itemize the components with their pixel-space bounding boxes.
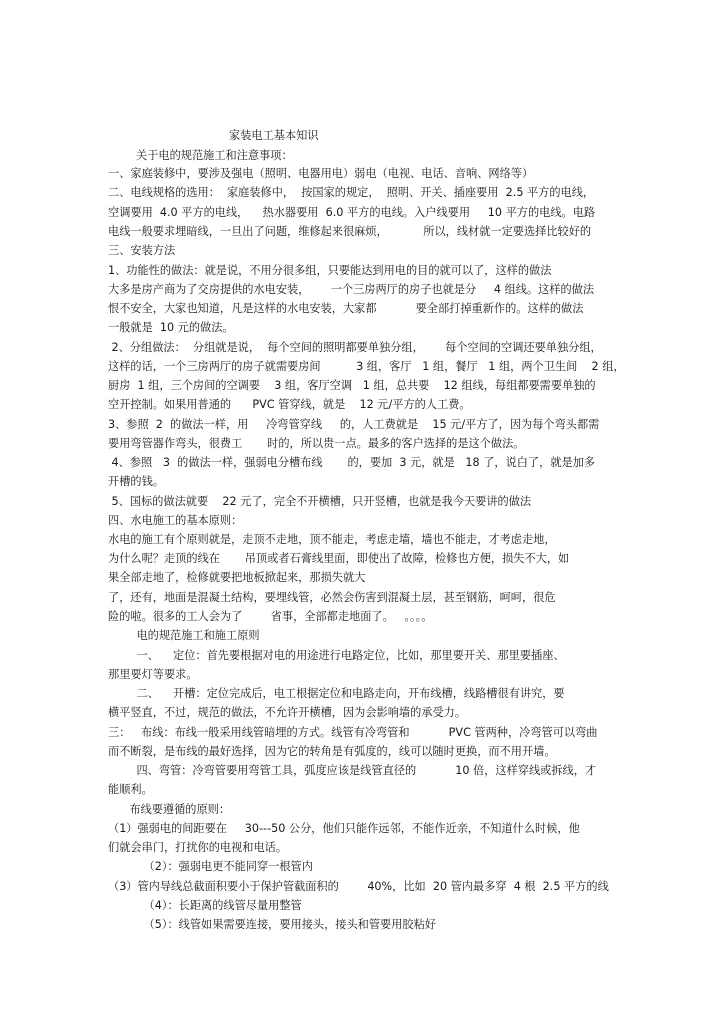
text-line: 2、分组做法： 分组就是说， 每个空间的照明都要单独分组， 每个空间的空调还要单独分组，: [108, 341, 602, 354]
text-line: 空开控制。如果用普通的 PVC 管穿线，就是 12 元/平方的人工费。: [108, 398, 471, 411]
text-line: 电的规范施工和施工原则: [108, 629, 260, 642]
text-line: 险的啦。很多的工人会为了 省事，全部都走地面了。 。。。。: [108, 610, 433, 623]
text-line: （5）：线管如果需要连接，要用接头，接头和管要用胶粘好: [108, 918, 436, 931]
text-line: 布线要遵循的原则：: [108, 803, 231, 816]
text-line: （2）：强弱电更不能同穿一根管内: [108, 860, 313, 873]
text-line: 3、参照 2 的做法一样，用 冷弯管穿线 的，人工费就是 15 元/平方了，因为每个弯头都需: [108, 418, 600, 431]
text-line: （4）：长距离的线管尽量用整管: [108, 899, 302, 912]
text-line: 厨房 1 组，三个房间的空调要 3 组，客厅空调 1 组，总共要 12 组线，每组都要需要单独的: [108, 379, 596, 392]
text-line: 要用弯管器作弯头，很费工 时的，所以贵一点。最多的客户选择的是这个做法。: [108, 437, 525, 450]
text-line: 一、 定位：首先要根据对电的用途进行电路定位，比如，那里要开关、那里要插座、: [108, 649, 565, 662]
text-line: 开槽的钱。: [108, 475, 164, 488]
text-line: 4、参照 3 的做法一样，强弱电分槽布线 的，要加 3 元，就是 18 了，说白了，就是加多: [108, 456, 596, 469]
text-line: 空调要用 4.0 平方的电线， 热水器要用 6.0 平方的电线。入户线要用 10 平方的电线。电路: [108, 206, 596, 219]
document-title: 家装电工基本知识: [229, 129, 319, 142]
text-line: 四、弯管：冷弯管要用弯管工具，弧度应该是线管直径的 10 倍，这样穿线或拆线，才: [108, 764, 597, 777]
text-line: 为什么呢？走顶的线在 吊顶或者石膏线里面，即使出了故障，检修也方便，损失不大，如: [108, 552, 570, 565]
text-line: 三、安装方法: [108, 244, 176, 257]
text-line: 大多是房产商为了交房提供的水电安装， 一个三房两厅的房子也就是分 4 组线。这样的做法: [108, 283, 595, 296]
text-line: 能顺利。: [108, 783, 153, 796]
text-line: 一般就是 10 元的做法。: [108, 321, 234, 334]
text-line: 横平竖直，不过，规范的做法，不允许开横槽，因为会影响墙的承受力。: [108, 706, 467, 719]
text-line: 四、水电施工的基本原则：: [108, 514, 243, 527]
text-line: （3）管内导线总截面积要小于保护管截面积的 40%，比如 20 管内最多穿 4 根 2.5 平方的线: [108, 880, 609, 893]
text-line: 果全部走地了，检修就要把地板掀起来，那损失就大: [108, 571, 366, 584]
text-line: 二、 开槽：定位完成后，电工根据定位和电路走向，开布线槽，线路槽很有讲究，要: [108, 687, 565, 700]
text-line: 三： 布线：布线一般采用线管暗埋的方式。线管有冷弯管和 PVC 管两种，冷弯管可以弯曲: [108, 726, 598, 739]
text-line: 水电的施工有个原则就是，走顶不走地，顶不能走，考虑走墙，墙也不能走，才考虑走地，: [108, 533, 556, 546]
text-line: 二、电线规格的选用： 家庭装修中， 按国家的规定， 照明、开关、插座要用 2.5 平方的电线，: [108, 186, 595, 199]
text-line: 这样的话，一个三房两厅的房子就需要房间 3 组，客厅 1 组，餐厅 1 组，两个卫生间 2 组，: [108, 360, 625, 373]
text-line: 恨不安全，大家也知道，凡是这样的水电安装，大家都 要全部打掉重新作的。这样的做法: [108, 302, 584, 315]
text-line: 关于电的规范施工和注意事项：: [136, 149, 293, 162]
text-line: 了，还有，地面是混凝土结构，要埋线管，必然会伤害到混凝土层，甚至钢筋，呵呵，很危: [108, 591, 556, 604]
text-line: 5、国标的做法就要 22 元了，完全不开横槽，只开竖槽，也就是我今天要讲的做法: [108, 495, 532, 508]
text-line: 们就会串门，打扰你的电视和电话。: [108, 841, 288, 854]
text-line: （1）强弱电的间距要在 30---50 公分，他们只能作远邻，不能作近亲，不知道什么时候，他: [108, 822, 580, 835]
text-line: 电线一般要求埋暗线，一旦出了问题，维修起来很麻烦， 所以，线材就一定要选择比较好的: [108, 225, 592, 238]
text-line: 一、家庭装修中，要涉及强电（照明、电器用电）弱电（电视、电话、音响、网络等）: [108, 167, 534, 180]
text-line: 而不断裂，是布线的最好选择，因为它的转角是有弧度的，线可以随时更换，而不用开墙。: [108, 745, 556, 758]
text-line: 那里要灯等要求。: [108, 668, 198, 681]
text-line: 1、功能性的做法：就是说，不用分很多组，只要能达到用电的目的就可以了，这样的做法: [108, 264, 552, 277]
